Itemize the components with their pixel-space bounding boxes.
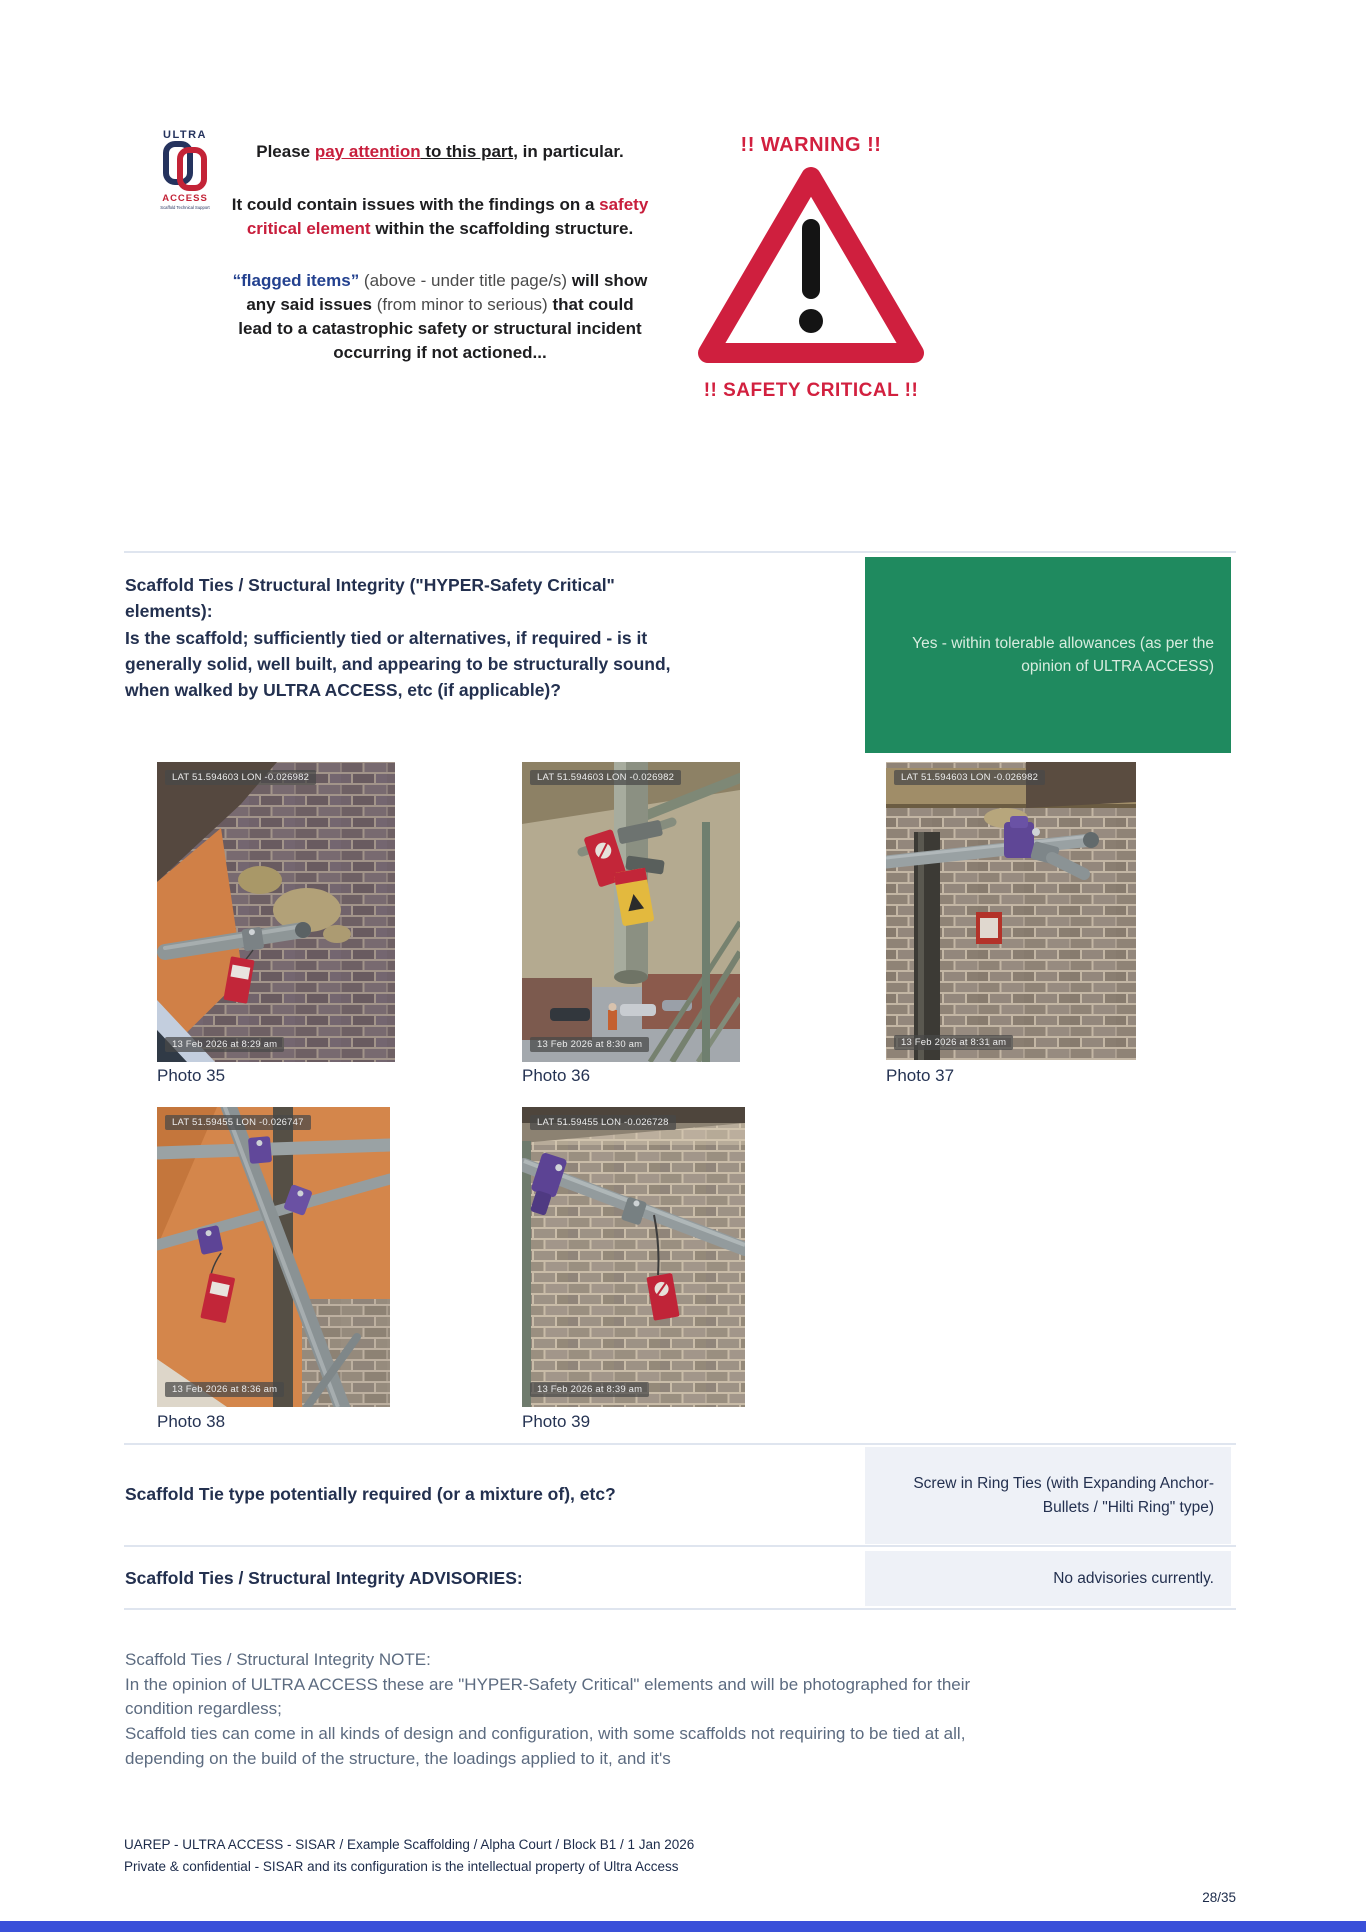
footer-line-2: Private & confidential - SISAR and its configuration is the intellectual property of Ultra Access [124, 1859, 679, 1875]
question-title: Scaffold Ties / Structural Integrity ("HYPER-Safety Critical" elements): [125, 575, 615, 622]
photo-timestamp-label: 13 Feb 2026 at 8:39 am [530, 1382, 649, 1397]
photo-36-image [522, 762, 740, 1062]
photo-37-caption: Photo 37 [886, 1066, 955, 1085]
bottom-accent-bar [0, 1921, 1366, 1932]
photo-gps-label: LAT 51.594603 LON -0.026982 [165, 770, 316, 785]
answer-box-scaffold-ties [865, 557, 1231, 753]
note-block [125, 1648, 993, 1771]
safety-critical-title: !! SAFETY CRITICAL !! [703, 380, 919, 401]
question-body: Is the scaffold; sufficiently tied or alternatives, if required - is it generally solid, well built, and appearing to be structurally sound, when walked by ULTRA ACCESS, etc (if applicable)? [125, 627, 671, 700]
photo-38-image [157, 1107, 390, 1407]
photo-36-caption: Photo 36 [522, 1066, 591, 1085]
photo-gps-label: LAT 51.59455 LON -0.026747 [165, 1115, 311, 1130]
question-tie-type: Scaffold Tie type potentially required (or a mixture of), etc? [125, 1484, 616, 1504]
note-line: Scaffold ties can come in all kinds of design and configuration, with some scaffolds not requiring to be tied at all, depending on the build of the structure, the loadings applied to it, and it's [125, 1723, 966, 1768]
photo-gps-label: LAT 51.59455 LON -0.026728 [530, 1115, 676, 1130]
svg-text:ACCESS: ACCESS [162, 193, 208, 204]
footer-line-1: UAREP - ULTRA ACCESS - SISAR / Example Scaffolding / Alpha Court / Block B1 / 1 Jan 2026 [124, 1837, 695, 1852]
photo-35-caption: Photo 35 [157, 1066, 226, 1085]
answer-text: Yes - within tolerable allowances (as per the opinion of ULTRA ACCESS) [912, 634, 1214, 675]
photo-gps-label: LAT 51.594603 LON -0.026982 [530, 770, 681, 785]
photo-timestamp-label: 13 Feb 2026 at 8:30 am [530, 1037, 649, 1052]
photo-38-caption: Photo 38 [157, 1412, 226, 1431]
photo-39-caption: Photo 39 [522, 1412, 591, 1431]
attention-line-2: It could contain issues with the findings on a safety critical element within the scaffolding structure. [231, 194, 649, 238]
note-line: Scaffold Ties / Structural Integrity NOTE: [125, 1650, 431, 1669]
svg-text:ULTRA: ULTRA [163, 129, 207, 141]
photo-37-image [886, 762, 1136, 1060]
attention-text-block [228, 140, 652, 394]
footer [124, 1834, 1124, 1879]
section-divider [124, 1608, 1236, 1610]
ultra-access-logo [150, 126, 220, 212]
photo-timestamp-label: 13 Feb 2026 at 8:31 am [894, 1035, 1013, 1050]
section-divider [124, 1545, 1236, 1547]
photo-35-image [157, 762, 395, 1062]
note-line: In the opinion of ULTRA ACCESS these are "HYPER-Safety Critical" elements and will be photographed for their condition regardless; [125, 1674, 971, 1719]
warning-title: !! WARNING !! [740, 134, 882, 156]
photo-39-scene [522, 1107, 745, 1407]
attention-line-3: “flagged items” (above - under title page/s) will show any said issues (from minor to serious) that could lead to a catastrophic safety or structural incident occurring if not actioned... [232, 271, 648, 362]
photo-gps-label: LAT 51.594603 LON -0.026982 [894, 770, 1045, 785]
photo-35-scene [157, 762, 395, 1062]
answer-text: No advisories currently. [1053, 1569, 1214, 1587]
attention-line-1: Please pay attention to this part, in particular. [256, 142, 624, 161]
answer-text: Screw in Ring Ties (with Expanding Anchor-Bullets / "Hilti Ring" type) [913, 1475, 1214, 1516]
warning-block [676, 134, 946, 402]
photo-36-scene [522, 762, 740, 1062]
page-number: 28/35 [1202, 1890, 1236, 1905]
photo-timestamp-label: 13 Feb 2026 at 8:36 am [165, 1382, 284, 1397]
photo-37-scene [886, 762, 1136, 1060]
logo-tagline: Scaffold Technical Support [160, 205, 210, 210]
logo-mark-icon [150, 126, 220, 212]
photo-timestamp-label: 13 Feb 2026 at 8:29 am [165, 1037, 284, 1052]
answer-box-tie-type [865, 1447, 1231, 1544]
section-divider [124, 1443, 1236, 1445]
question-scaffold-ties [125, 572, 697, 703]
photo-39-image [522, 1107, 745, 1407]
answer-box-advisories [865, 1551, 1231, 1606]
question-advisories: Scaffold Ties / Structural Integrity ADVISORIES: [125, 1568, 523, 1588]
section-divider [124, 551, 1236, 553]
photo-38-scene [157, 1107, 390, 1407]
warning-triangle-icon [696, 163, 926, 367]
